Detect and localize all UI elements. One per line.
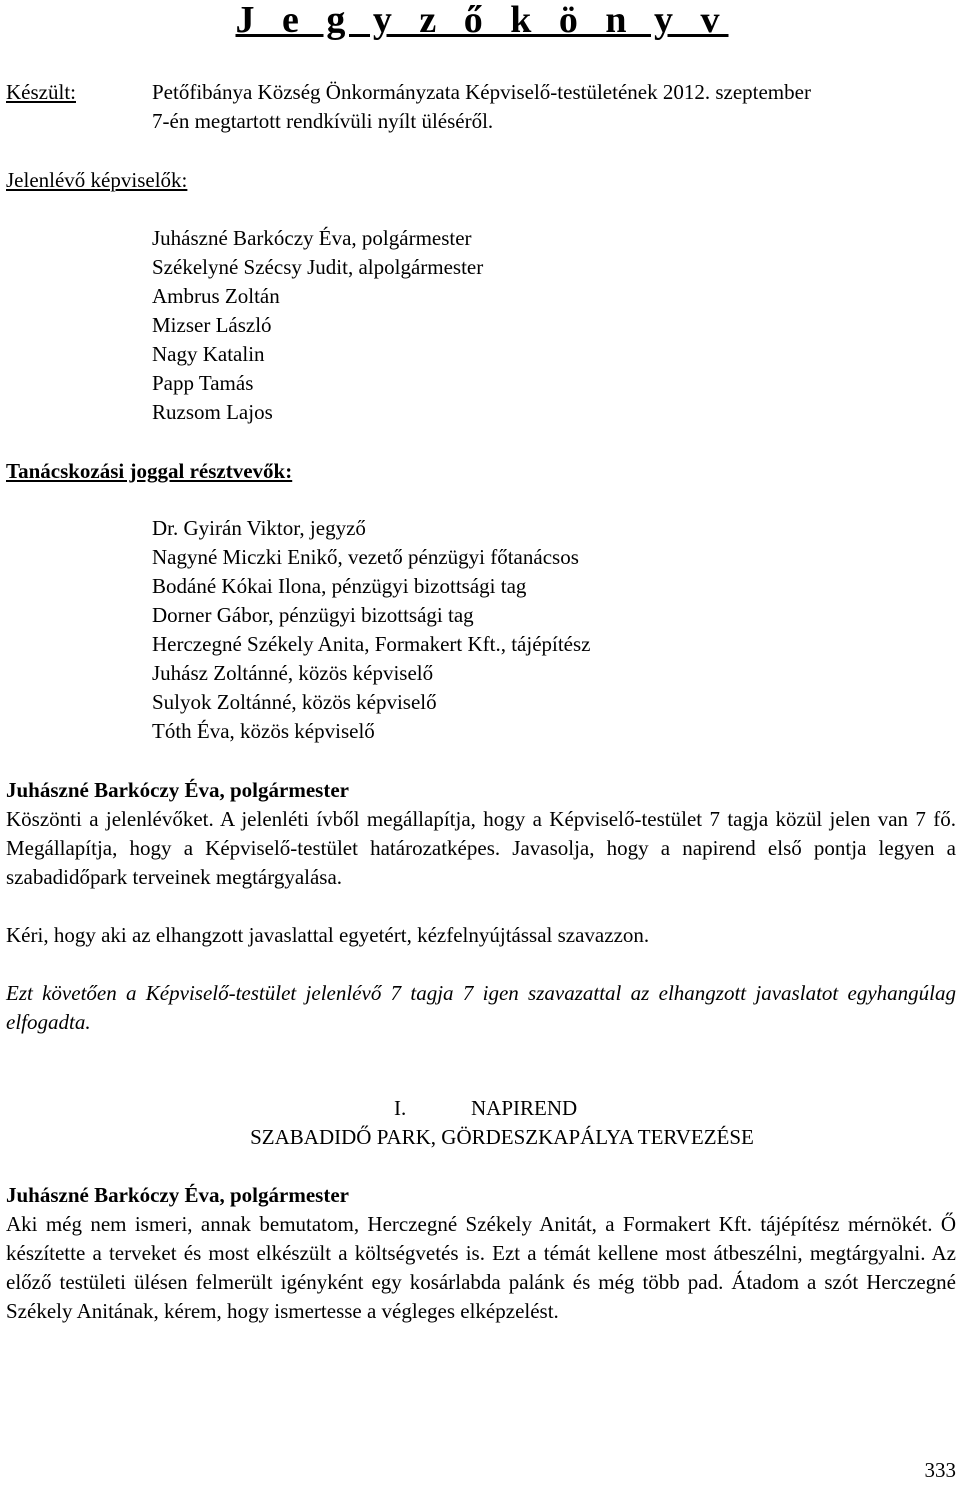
list-item: Bodáné Kókai Ilona, pénzügyi bizottsági tag xyxy=(152,574,527,598)
list-item: Tóth Éva, közös képviselő xyxy=(152,719,375,743)
speaker-heading-1: Juhászné Barkóczy Éva, polgármester xyxy=(6,778,349,802)
speaker-heading-2: Juhászné Barkóczy Éva, polgármester xyxy=(6,1183,349,1207)
keszult-label: Készült: xyxy=(6,80,76,104)
list-item: Mizser László xyxy=(152,313,272,337)
napirend-number: I. xyxy=(394,1096,407,1120)
tanacskozasi-label: Tanácskozási joggal résztvevők: xyxy=(6,459,293,483)
list-item: Juhászné Barkóczy Éva, polgármester xyxy=(152,226,472,250)
jelenlevok-label: Jelenlévő képviselők: xyxy=(6,168,188,192)
keszult-text-line1: Petőfibánya Község Önkormányzata Képviselő-testületének 2012. szeptember xyxy=(152,80,811,104)
list-item: Ruzsom Lajos xyxy=(152,400,273,424)
keszult-text-line2: 7-én megtartott rendkívüli nyílt üléséről. xyxy=(152,109,494,133)
napirend-label: NAPIREND xyxy=(471,1096,578,1120)
list-item: Székelyné Szécsy Judit, alpolgármester xyxy=(152,255,484,279)
list-item: Dorner Gábor, pénzügyi bizottsági tag xyxy=(152,603,474,627)
page-number: 333 xyxy=(924,1458,956,1482)
list-item: Herczegné Székely Anita, Formakert Kft., tájépítész xyxy=(152,632,591,656)
list-item: Sulyok Zoltánné, közös képviselő xyxy=(152,690,437,714)
document-title: J e g y z ő k ö n y v xyxy=(235,0,729,41)
jelenlevok-list xyxy=(152,224,483,427)
list-item: Dr. Gyirán Viktor, jegyző xyxy=(152,516,366,540)
list-item: Ambrus Zoltán xyxy=(152,284,280,308)
list-item: Nagyné Miczki Enikő, vezető pénzügyi főtanácsos xyxy=(152,545,579,569)
vote-decision: Ezt követően a Képviselő-testület jelenlévő 7 tagja 7 igen szavazattal az elhangzott javaslatot egyhangúlag elfogadta. xyxy=(6,981,956,1034)
list-item: Nagy Katalin xyxy=(152,342,265,366)
napirend-paragraph: Aki még nem ismeri, annak bemutatom, Herczegné Székely Anitát, a Formakert Kft. tájépítész mérnökét. Ő készítette a terveket és most elkészült a költségvetés is. Ezt a témát kellene most átbeszélni, megtárgyalni. Az előző testületi ülésen felmerült igényként egy kosárlabda palánk és még több pad. Átadom a szót Herczegné Székely Anitának, kérem, hogy ismertesse a végleges elképzelést. xyxy=(6,1212,956,1323)
opening-paragraph: Köszönti a jelenlévőket. A jelenléti ívből megállapítja, hogy a Képviselő-testület 7 tagja közül jelen van 7 fő. Megállapítja, hogy a Képviselő-testület határozatképes. Javasolja, hogy a napirend első pontja legyen a szabadidőpark terveinek megtárgyalása. xyxy=(6,807,956,889)
napirend-subject: SZABADIDŐ PARK, GÖRDESZKAPÁLYA TERVEZÉSE xyxy=(250,1125,754,1149)
tanacskozasi-list xyxy=(152,514,591,746)
list-item: Papp Tamás xyxy=(152,371,254,395)
list-item: Juhász Zoltánné, közös képviselő xyxy=(152,661,434,685)
vote-request: Kéri, hogy aki az elhangzott javaslattal egyetért, kézfelnyújtással szavazzon. xyxy=(6,923,650,947)
